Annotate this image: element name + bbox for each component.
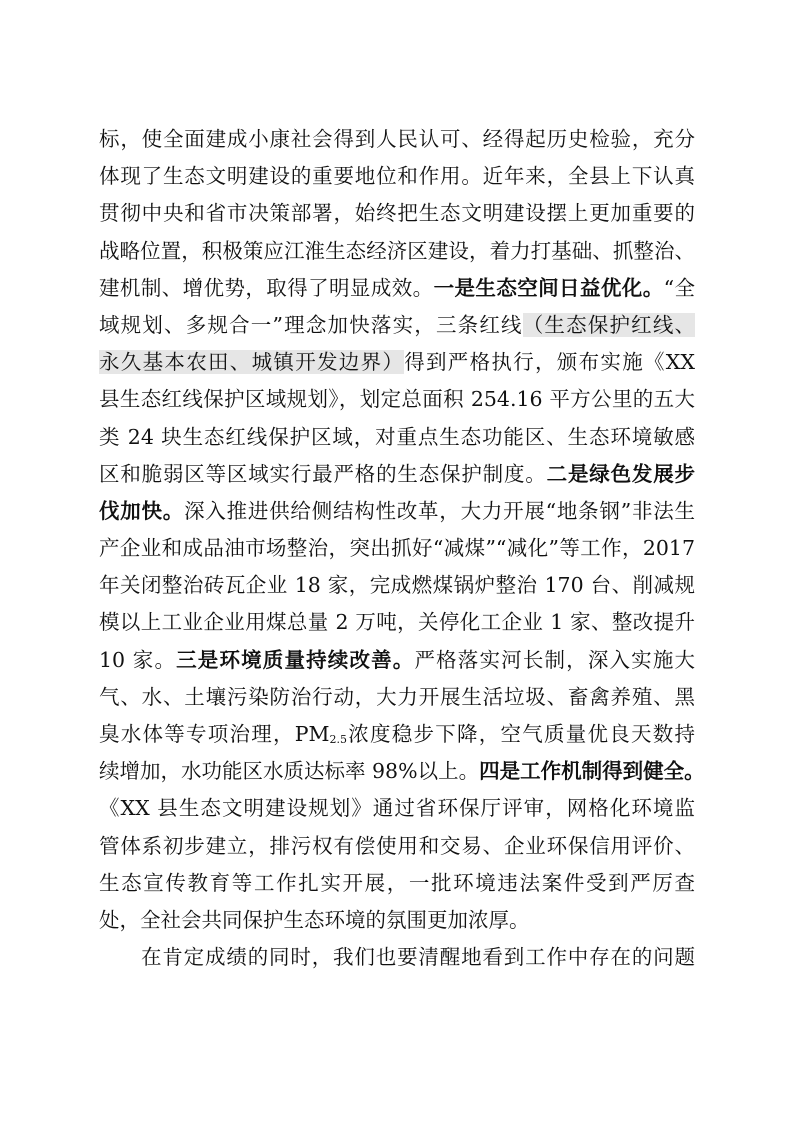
body-text: 年关闭整治砖瓦企业 18 家，完成燃煤锅炉整治 170 台、削减规 (99, 573, 695, 598)
text-line (99, 381, 695, 418)
body-text: 模以上工业企业用煤总量 2 万吨，关停化工企业 1 家、整改提升 (99, 610, 695, 635)
text-line (99, 642, 695, 679)
body-text: 县生态红线保护区域规划》，划定总面积 254.16 平方公里的五大 (99, 387, 695, 412)
body-text: 严格落实河长制，深入实施大 (414, 647, 695, 672)
body-text: 标，使全面建成小康社会得到人民认可、经得起历史检验，充分 (99, 127, 695, 151)
body-text: 贯彻中央和省市决策部署，始终把生态文明建设摆上更加重要的 (99, 201, 695, 226)
body-text: “全 (663, 275, 696, 300)
text-line (99, 195, 695, 232)
body-text: 深入推进供给侧结构性改革，大力开展“地条钢”非法生 (184, 498, 695, 523)
bold-heading-text: 三是环境质量持续改善。 (176, 647, 415, 672)
bold-heading-text: 一是生态空间日益优化。 (433, 275, 664, 300)
text-line (99, 530, 695, 567)
body-text: 体现了生态文明建设的重要地位和作用。近年来，全县上下认真 (99, 164, 695, 189)
body-text: 产企业和成品油市场整治，突出抓好“减煤”“减化”等工作，2017 (99, 536, 695, 561)
text-line (99, 270, 695, 307)
body-text: 生态宣传教育等工作扎实开展，一批环境违法案件受到严厉查 (99, 870, 695, 895)
body-text: 得到严格执行，颁布实施《XX (404, 350, 695, 375)
text-line (99, 679, 695, 716)
body-text: 管体系初步建立，排污权有偿使用和交易、企业环保信用评价、 (99, 833, 695, 858)
body-text: 域规划、多规合一”理念加快落实，三条红线 (99, 312, 523, 337)
body-text: 战略位置，积极策应江淮生态经济区建设，着力打基础、抓整治、 (99, 238, 695, 263)
text-line (99, 158, 695, 195)
body-text: 10 家。 (99, 647, 177, 672)
text-line (99, 939, 695, 976)
bold-heading-text: 二是绿色发展步 (546, 461, 696, 486)
text-line (99, 902, 695, 939)
text-line (99, 493, 695, 530)
subscript-text: 2.5 (329, 733, 348, 746)
bold-heading-text: 四是工作机制得到健全。 (479, 759, 705, 784)
text-line (99, 567, 695, 604)
text-line (99, 828, 695, 865)
text-line (99, 716, 695, 753)
body-text: 气、水、土壤污染防治行动，大力开展生活垃圾、畜禽养殖、黑 (99, 684, 695, 709)
text-line (99, 233, 695, 270)
body-text: 类 24 块生态红线保护区域，对重点生态功能区、生态环境敏感 (99, 424, 695, 449)
body-text: 续增加，水功能区水质达标率 98%以上。 (99, 759, 480, 784)
body-text: 建机制、增优势，取得了明显成效。 (99, 275, 434, 300)
text-line (99, 307, 695, 344)
bold-heading-text: 伐加快。 (99, 498, 185, 523)
text-line (99, 121, 695, 158)
text-line (99, 790, 695, 827)
body-text: 区和脆弱区等区域实行最严格的生态保护制度。 (99, 461, 547, 486)
text-line (99, 456, 695, 493)
body-text: 《XX 县生态文明建设规划》通过省环保厅评审，网格化环境监 (99, 796, 695, 821)
text-line (99, 604, 695, 641)
highlighted-text: 永久基本农田、城镇开发边界） (99, 350, 405, 375)
text-line (99, 419, 695, 456)
text-line (99, 344, 695, 381)
body-text: 在肯定成绩的同时，我们也要清醒地看到工作中存在的问题 (141, 945, 695, 970)
text-line (99, 865, 695, 902)
body-text: 臭水体等专项治理，PM (99, 722, 330, 746)
text-line (99, 753, 705, 790)
highlighted-text: （生态保护红线、 (522, 312, 696, 337)
document-body (99, 121, 705, 976)
body-text: 处，全社会共同保护生态环境的氛围更加浓厚。 (99, 907, 530, 932)
body-text: 浓度稳步下降，空气质量优良天数持 (347, 722, 696, 746)
